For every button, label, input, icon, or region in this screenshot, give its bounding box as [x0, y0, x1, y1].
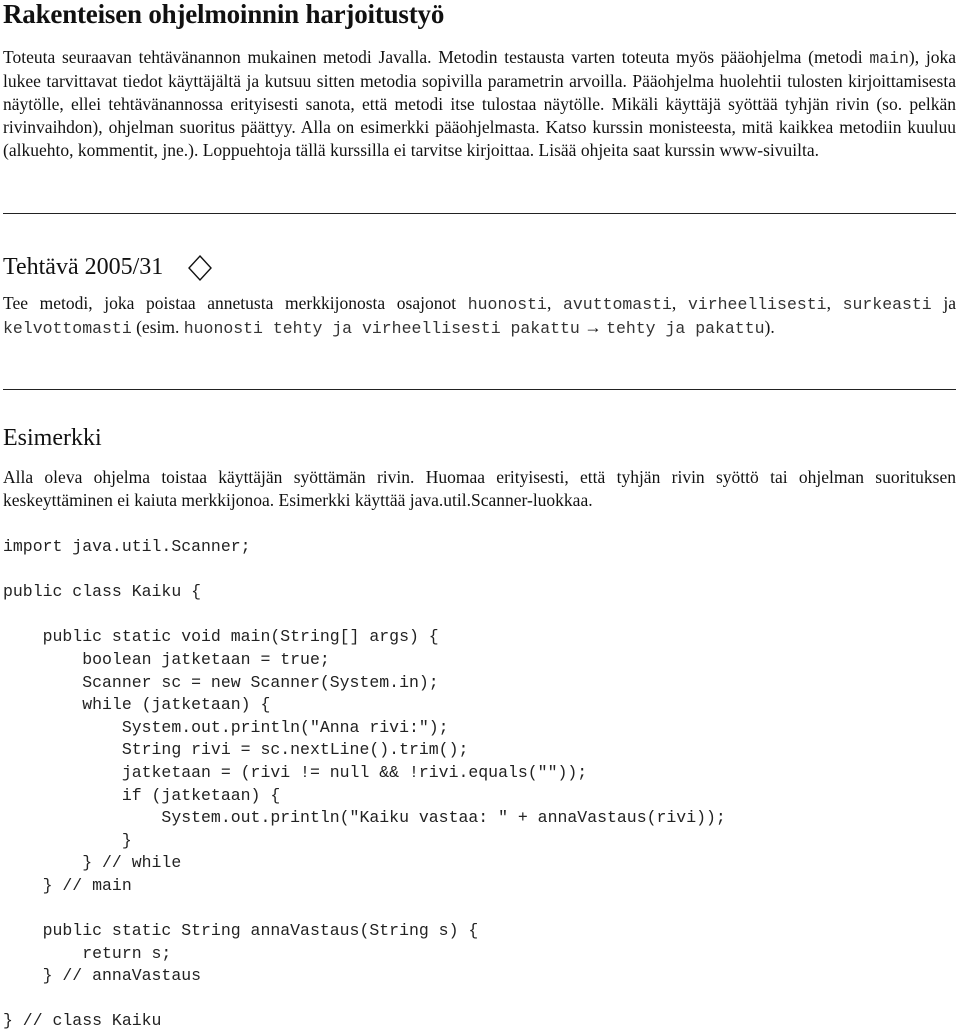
- code-line: } // main: [3, 875, 132, 895]
- arrow-icon: →: [579, 317, 607, 337]
- code-line: public static void main(String[] args) {: [3, 627, 439, 647]
- task-separator: ,: [546, 293, 563, 313]
- code-line: import java.util.Scanner;: [3, 537, 251, 556]
- document-title: Rakenteisen ohjelmoinnin harjoitustyö: [3, 0, 445, 29]
- task-word-4: surkeasti: [842, 295, 932, 314]
- task-description: [3, 292, 956, 340]
- task-separator: ,: [826, 293, 843, 313]
- divider-top: [3, 213, 956, 214]
- task-word-1: huonosti: [467, 295, 547, 314]
- task-word-3: virheellisesti: [687, 295, 827, 314]
- intro-text-2: ), joka lukee tarvittavat tiedot käyttäjältä ja kutsuu sitten metodia sopivilla parametrin arvoilla. Pääohjelma huolehtii tulosten kirjoittamisesta näytölle, ellei tehtävänannossa erityisesti sanota, että metodi itse tulostaa näytölle. Mikäli käyttäjä syöttää tyhjän rivin (so. pelkän rivinvaihdon), ohjelman suoritus päättyy. Alla on esimerkki pääohjelmasta. Katso kurssin monisteesta, mitä kaikkea metodiin kuuluu (alkuehto, kommentit, jne.). Loppuehtoja tällä kurssilla ei tarvitse kirjoittaa. Lisää ohjeita saat kurssin www-sivuilta.: [3, 47, 956, 160]
- task-heading: Tehtävä 2005/31: [3, 254, 164, 280]
- diamond-icon: [187, 254, 213, 282]
- code-line: if (jatketaan) {: [3, 785, 281, 805]
- example-heading: Esimerkki: [3, 425, 102, 451]
- code-line: [3, 988, 726, 1011]
- code-line: while (jatketaan) {: [3, 695, 271, 715]
- divider-middle: [3, 389, 956, 390]
- intro-text-1: Toteuta seuraavan tehtävänannon mukainen metodi Javalla. Metodin testausta varten toteuta myös pääohjelma (metodi: [3, 47, 870, 67]
- task-example-output: tehty ja pakattu: [606, 319, 765, 338]
- task-esim: (esim.: [131, 317, 184, 337]
- code-line: Scanner sc = new Scanner(System.in);: [3, 672, 439, 692]
- code-line: System.out.println("Anna rivi:");: [3, 717, 449, 737]
- code-line: [3, 604, 726, 627]
- code-line: [3, 559, 726, 582]
- code-line: } // annaVastaus: [3, 966, 202, 986]
- code-line: public static String annaVastaus(String s) {: [3, 921, 479, 941]
- code-line: }: [3, 830, 132, 850]
- code-line: return s;: [3, 943, 172, 963]
- code-line: [3, 898, 726, 921]
- intro-paragraph: [3, 46, 956, 162]
- code-line: public class Kaiku {: [3, 582, 202, 602]
- code-line: System.out.println("Kaiku vastaa: " + annaVastaus(rivi));: [3, 808, 726, 828]
- code-line: String rivi = sc.nextLine().trim();: [3, 740, 469, 760]
- code-line: jatketaan = (rivi != null && !rivi.equals(""));: [3, 762, 588, 782]
- intro-main-code: main: [869, 49, 909, 68]
- task-word-2: avuttomasti: [562, 295, 672, 314]
- task-and: ja: [931, 293, 956, 313]
- task-word-5: kelvottomasti: [3, 319, 132, 338]
- task-text: Tee metodi, joka poistaa annetusta merkkijonosta osajonot: [3, 293, 468, 313]
- code-block: [3, 536, 726, 1033]
- task-separator: ,: [671, 293, 688, 313]
- task-example-input: huonosti tehty ja virheellisesti pakattu: [183, 319, 580, 338]
- code-line: boolean jatketaan = true;: [3, 649, 330, 669]
- example-description: Alla oleva ohjelma toistaa käyttäjän syöttämän rivin. Huomaa erityisesti, että tyhjän rivin syöttö tai ohjelman suorituksen keskeyttäminen ei kaiuta merkkijonoa. Esimerkki käyttää java.util.Scanner-luokkaa.: [3, 467, 956, 510]
- code-line: } // class Kaiku: [3, 1011, 162, 1031]
- code-line: } // while: [3, 853, 182, 873]
- task-end: ).: [764, 317, 775, 337]
